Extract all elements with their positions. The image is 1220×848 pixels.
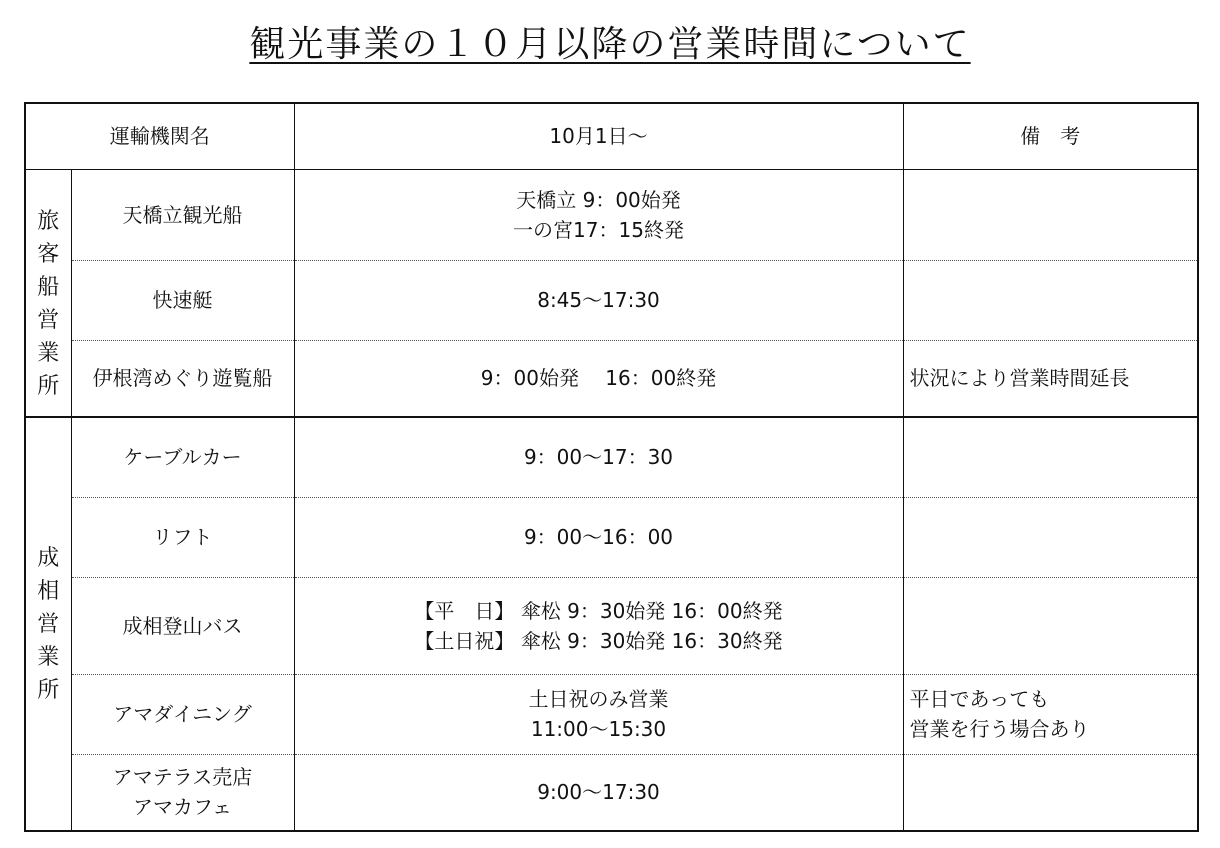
cell-line: 土日祝のみ営業: [528, 687, 669, 711]
header-hours: 10月1日～: [294, 103, 903, 169]
transport-name: [71, 340, 294, 417]
cell-line: 【土日祝】 傘松 9：30始発 16：30終発: [414, 628, 783, 653]
group-label-char: 相: [37, 578, 60, 604]
cell-line: リフト: [152, 525, 213, 549]
cell-line: 9：00～16：00: [523, 525, 674, 549]
group-label-chars: [26, 205, 71, 403]
cell-line: アマテラス売店: [112, 765, 253, 790]
group-label-char: 業: [37, 644, 60, 670]
transport-name: [71, 577, 294, 674]
cell-line: 9:00～17:30: [537, 780, 660, 805]
cell-line: 9：00～17：30: [523, 445, 674, 470]
operating-hours: [294, 754, 903, 831]
group-label: [25, 417, 71, 831]
operating-hours: [294, 674, 903, 754]
table-row: [25, 577, 1198, 674]
transport-name: [71, 169, 294, 260]
transport-name: [71, 674, 294, 754]
table-row: [25, 260, 1198, 340]
cell-line: 成相登山バス: [122, 613, 243, 638]
group-label-char: 所: [37, 677, 60, 703]
group-label: [25, 169, 71, 417]
group-label-char: 成: [37, 545, 60, 571]
table-row: [25, 754, 1198, 831]
header-remarks: 備 考: [903, 103, 1198, 169]
transport-name: [71, 417, 294, 497]
cell-line: 平日であっても: [909, 687, 1050, 711]
schedule-table-body: [25, 103, 1198, 831]
cell-line: ケーブルカー: [123, 445, 242, 470]
operating-hours: [294, 577, 903, 674]
cell-line: 8:45～17:30: [537, 288, 660, 312]
transport-name: [71, 260, 294, 340]
header-row: [25, 103, 1198, 169]
remarks: [903, 754, 1198, 831]
remarks: [903, 497, 1198, 577]
cell-line: 営業を行う場合あり: [909, 717, 1090, 741]
cell-line: 快速艇: [152, 288, 213, 312]
schedule-table: [24, 102, 1199, 832]
group-label-chars: [26, 542, 71, 707]
table-row: [25, 674, 1198, 754]
cell-line: 伊根湾めぐり遊覧船: [92, 366, 273, 391]
remarks: [903, 260, 1198, 340]
cell-line: 9：00始発 16：00終発: [480, 366, 717, 391]
cell-line: 天橋立 9：00始発: [516, 187, 681, 212]
group-label-char: 客: [37, 241, 60, 267]
remarks: [903, 674, 1198, 754]
table-row: [25, 340, 1198, 417]
remarks: [903, 577, 1198, 674]
cell-line: アマダイニング: [113, 702, 252, 726]
group-label-char: 船: [37, 274, 60, 300]
operating-hours: [294, 260, 903, 340]
cell-line: アマカフェ: [133, 795, 232, 820]
remarks: [903, 169, 1198, 260]
group-label-char: 旅: [37, 208, 60, 234]
operating-hours: [294, 497, 903, 577]
header-name: 運輸機関名: [25, 103, 294, 169]
table-row: [25, 169, 1198, 260]
cell-line: 11:00～15:30: [530, 717, 667, 741]
page-title: [0, 20, 1220, 70]
operating-hours: [294, 417, 903, 497]
cell-line: 一の宮17：15終発: [513, 217, 684, 242]
group-label-char: 営: [37, 307, 60, 333]
cell-line: 天橋立観光船: [122, 202, 243, 227]
cell-line: 状況により営業時間延長: [909, 366, 1130, 391]
transport-name: [71, 754, 294, 831]
operating-hours: [294, 340, 903, 417]
page-title-text: 観光事業の１０月以降の営業時間について: [249, 24, 971, 65]
group-label-char: 営: [37, 611, 60, 637]
table-row: [25, 417, 1198, 497]
table-row: [25, 497, 1198, 577]
group-label-char: 業: [37, 340, 60, 366]
group-label-char: 所: [37, 373, 60, 399]
remarks: [903, 417, 1198, 497]
cell-line: 【平 日】 傘松 9：30始発 16：00終発: [414, 598, 783, 623]
remarks: [903, 340, 1198, 417]
operating-hours: [294, 169, 903, 260]
transport-name: [71, 497, 294, 577]
